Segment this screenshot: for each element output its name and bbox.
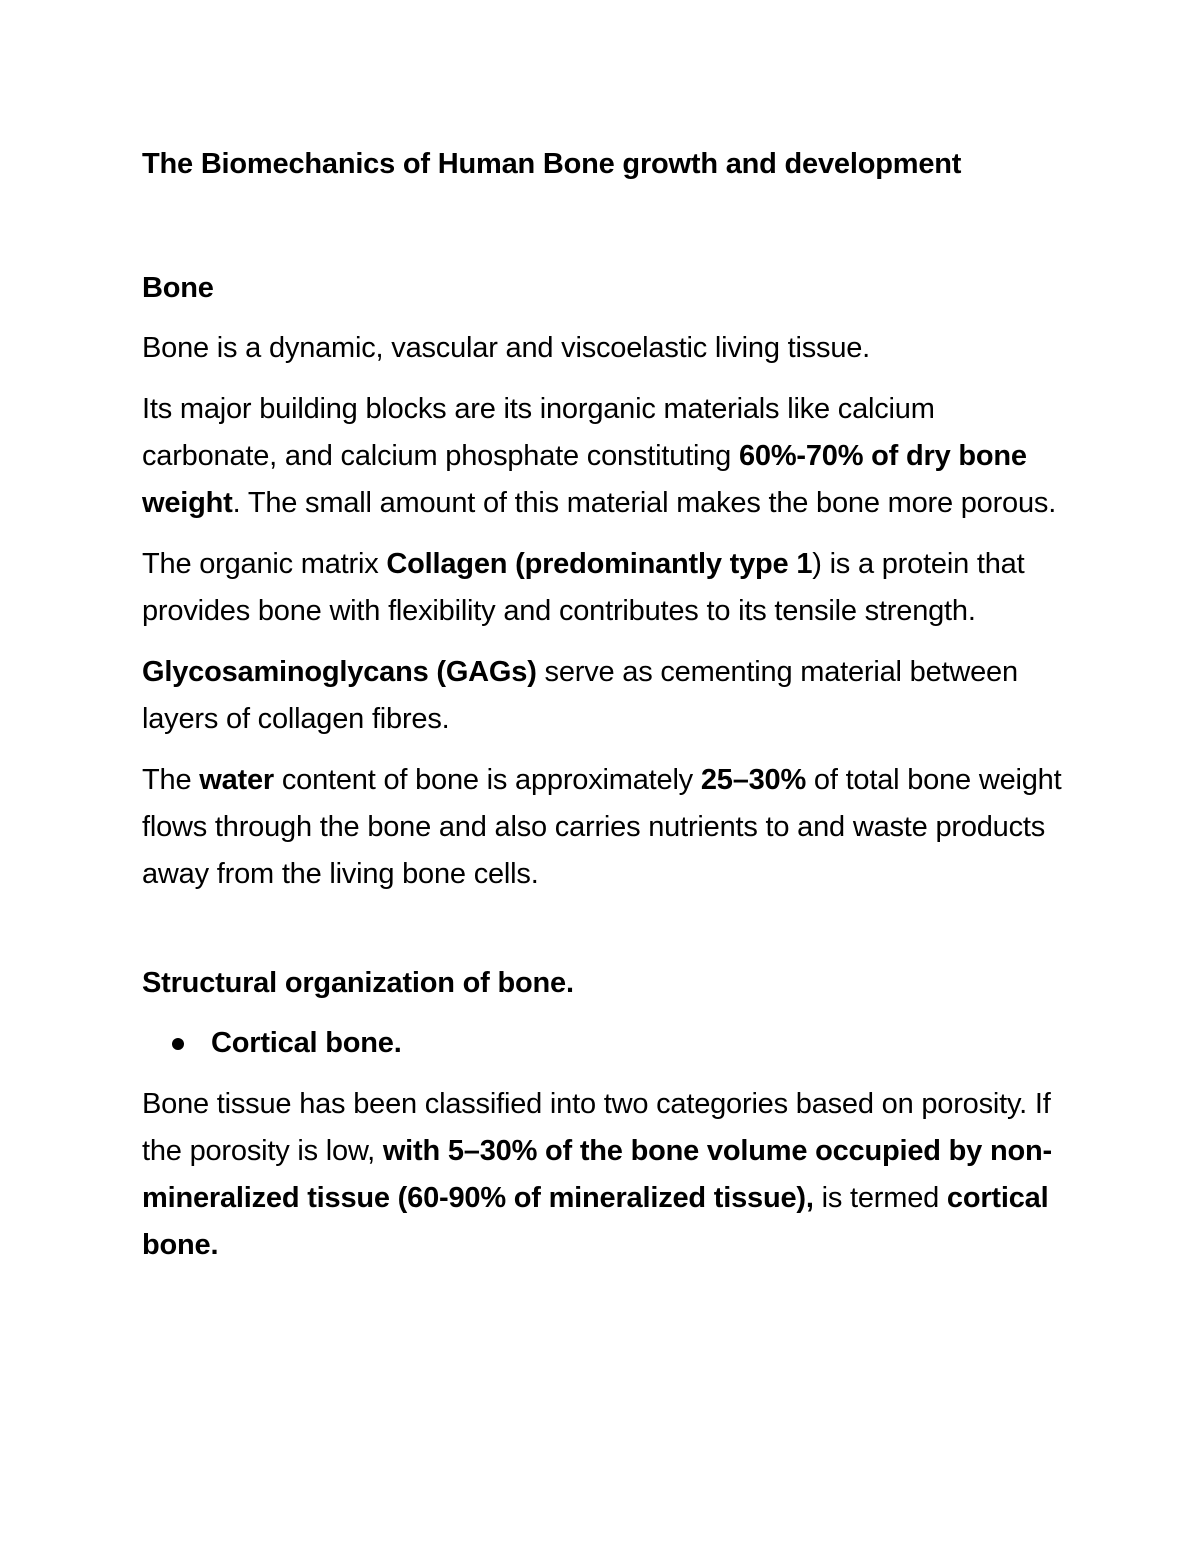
paragraph-collagen: The organic matrix Collagen (predominantly type 1) is a protein that provides bone with flexibility and contributes to its tensile strength. [142, 548, 1025, 627]
emphasis-gags: Glycosaminoglycans (GAGs) [142, 656, 537, 688]
emphasis-bone-volume: with 5–30% of the bone volume occupied by non-mineralized tissue (60-90% of mineralized tissue), [142, 1135, 1052, 1214]
bullet-icon [172, 1038, 184, 1050]
bullet-cortical-bone: Cortical bone. [211, 1027, 402, 1059]
paragraph-gags: Glycosaminoglycans (GAGs) serve as cementing material between layers of collagen fibres. [142, 656, 1018, 735]
paragraph-cortical-bone: Bone tissue has been classified into two categories based on porosity. If the porosity is low, with 5–30% of the bone volume occupied by non-mineralized tissue (60-90% of mineralized tissue), is termed cortical bone. [142, 1088, 1052, 1261]
emphasis-collagen: Collagen (predominantly type 1 [386, 548, 813, 580]
paragraph-water-content: The water content of bone is approximately 25–30% of total bone weight flows through the bone and also carries nutrients to and waste products away from the living bone cells. [142, 764, 1062, 890]
paragraph-bone-definition: Bone is a dynamic, vascular and viscoelastic living tissue. [142, 332, 871, 364]
paragraph-inorganic-materials: Its major building blocks are its inorganic materials like calcium carbonate, and calcium phosphate constituting 60%-70% of dry bone weight. The small amount of this material makes the bone more porous. [142, 393, 1057, 519]
emphasis-dry-bone-weight: 60%-70% of dry bone weight [142, 440, 1027, 519]
emphasis-cortical-bone: cortical bone. [142, 1182, 1049, 1261]
bullet-list-item [172, 1020, 1062, 1067]
section-heading-bone: Bone [142, 272, 214, 304]
emphasis-water-percent: 25–30% [700, 764, 807, 796]
document-title: The Biomechanics of Human Bone growth and development [142, 148, 962, 180]
section-heading-structural: Structural organization of bone. [142, 967, 574, 999]
document-body [142, 141, 1062, 1269]
emphasis-water: water [199, 764, 274, 796]
